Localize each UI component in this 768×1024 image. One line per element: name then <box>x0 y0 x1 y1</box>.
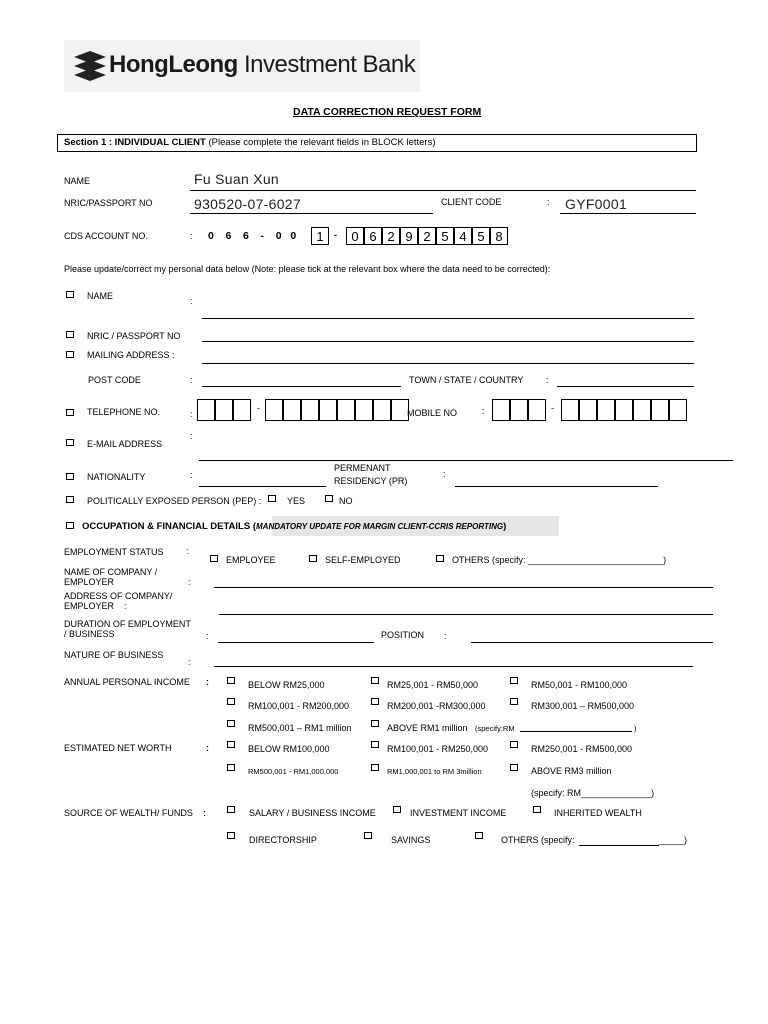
networth-checkbox[interactable] <box>371 741 379 748</box>
pep-yes-checkbox[interactable] <box>268 495 276 502</box>
mobile-number-boxes[interactable] <box>561 399 687 421</box>
town-line[interactable] <box>557 386 694 387</box>
duration-label-2: / BUSINESS <box>64 629 115 639</box>
email-label: E-MAIL ADDRESS <box>87 439 163 449</box>
income-checkbox[interactable] <box>371 720 379 727</box>
wealth-checkbox[interactable] <box>475 832 483 839</box>
income-checkbox[interactable] <box>510 677 518 684</box>
postcode-label: POST CODE <box>88 375 141 385</box>
networth-option: RM250,001 - RM500,000 <box>531 744 633 754</box>
client-code-colon: : <box>547 197 550 207</box>
income-checkbox[interactable] <box>227 698 235 705</box>
company-name-line[interactable] <box>214 587 713 588</box>
income-option: RM100,001 - RM200,000 <box>248 701 350 711</box>
pr-label-1: PERMENANT <box>334 463 391 473</box>
pep-no-label: NO <box>339 496 353 506</box>
duration-line[interactable] <box>218 642 374 643</box>
cds-dash: - <box>334 230 337 240</box>
cds-box-a[interactable] <box>311 227 329 245</box>
pep-checkbox[interactable] <box>66 496 74 503</box>
telephone-area-boxes[interactable] <box>197 399 251 421</box>
client-code-value: GYF0001 <box>565 196 628 212</box>
wealth-option: INHERITED WEALTH <box>554 808 642 818</box>
telephone-checkbox[interactable] <box>66 409 74 416</box>
networth-checkbox[interactable] <box>510 741 518 748</box>
employment-status-label: EMPLOYMENT STATUS <box>64 547 164 557</box>
wealth-colon: : <box>203 808 206 818</box>
mailing-checkbox[interactable] <box>66 351 74 358</box>
wealth-checkbox[interactable] <box>364 832 372 839</box>
income-option: BELOW RM25,000 <box>248 680 325 690</box>
cds-digit: 4 <box>454 227 472 245</box>
name-label: NAME <box>64 176 91 186</box>
others-label: OTHERS (specify: ___________________________) <box>452 555 667 565</box>
cds-digit: 2 <box>418 227 436 245</box>
nric-label: NRIC/PASSPORT NO <box>64 198 153 208</box>
employment-status-colon: : <box>186 546 189 556</box>
cds-digit: 1 <box>311 227 329 245</box>
wealth-checkbox[interactable] <box>227 806 235 813</box>
client-code-label: CLIENT CODE <box>441 197 502 207</box>
name-field-label: NAME <box>87 291 114 301</box>
networth-checkbox[interactable] <box>371 764 379 771</box>
nric-underline <box>190 213 433 214</box>
networth-checkbox[interactable] <box>227 741 235 748</box>
networth-option: RM100,001 - RM250,000 <box>387 744 489 754</box>
cds-digit: 5 <box>472 227 490 245</box>
name-checkbox[interactable] <box>66 291 74 298</box>
income-label: ANNUAL PERSONAL INCOME <box>64 677 190 687</box>
mobile-dash: - <box>551 403 554 413</box>
wealth-option: SALARY / BUSINESS INCOME <box>249 808 376 818</box>
nationality-line[interactable] <box>199 486 326 487</box>
name-value: Fu Suan Xun <box>194 171 280 187</box>
nric-value: 930520-07-6027 <box>194 196 301 212</box>
occupation-heading: OCCUPATION & FINANCIAL DETAILS (MANDATORY UPDATE FOR MARGIN CLIENT-CCRIS REPORTING) <box>82 521 507 532</box>
others-checkbox[interactable] <box>436 555 444 562</box>
employee-checkbox[interactable] <box>210 555 218 562</box>
wealth-checkbox[interactable] <box>393 806 401 813</box>
cds-digit: 0 <box>346 227 364 245</box>
position-line[interactable] <box>471 642 713 643</box>
telephone-number-boxes[interactable] <box>265 399 409 421</box>
pr-label-2: RESIDENCY (PR) <box>334 476 408 486</box>
self-employed-label: SELF-EMPLOYED <box>325 555 401 565</box>
income-checkbox[interactable] <box>227 677 235 684</box>
telephone-label: TELEPHONE NO. <box>87 407 161 417</box>
networth-colon: : <box>206 743 209 753</box>
telephone-colon: : <box>190 409 193 419</box>
email-checkbox[interactable] <box>66 439 74 446</box>
mandatory-note: MANDATORY UPDATE FOR MARGIN CLIENT-CCRIS REPORTING <box>256 522 504 531</box>
bank-logo <box>64 40 420 92</box>
cds-colon: : <box>190 231 193 241</box>
income-option: RM50,001 - RM100,000 <box>531 680 628 690</box>
nric-checkbox[interactable] <box>66 331 74 338</box>
income-colon: : <box>206 677 209 687</box>
duration-label-1: DURATION OF EMPLOYMENT <box>64 619 191 629</box>
company-address-line[interactable] <box>219 614 713 615</box>
networth-option: RM500,001 - RM1,000,000 <box>248 767 339 776</box>
name-field-colon: : <box>190 296 193 306</box>
company-name-label-1: NAME OF COMPANY / <box>64 567 158 577</box>
cds-digit: 5 <box>436 227 454 245</box>
pr-line[interactable] <box>455 486 658 487</box>
postcode-colon: : <box>190 375 193 385</box>
hongleong-logo-icon <box>72 49 108 85</box>
cds-label: CDS ACCOUNT NO. <box>64 231 148 241</box>
cds-box-b[interactable] <box>346 227 508 245</box>
mobile-colon: : <box>482 406 485 416</box>
nature-label: NATURE OF BUSINESS <box>64 650 164 660</box>
income-option: RM25,001 - RM50,000 <box>387 680 479 690</box>
networth-option: ABOVE RM3 million <box>531 766 612 776</box>
pep-yes-label: YES <box>287 496 306 506</box>
nric-field-label: NRIC / PASSPORT NO <box>87 331 181 341</box>
employee-label: EMPLOYEE <box>226 555 276 565</box>
mobile-label: MOBILE NO <box>407 408 458 418</box>
wealth-checkbox[interactable] <box>227 832 235 839</box>
company-address-label-1: ADDRESS OF COMPANY/ <box>64 591 173 601</box>
income-option: RM500,001 – RM1 million <box>248 723 352 733</box>
wealth-checkbox[interactable] <box>533 806 541 813</box>
section-title: Section 1 : INDIVIDUAL CLIENT (Please complete the relevant fields in BLOCK letters) <box>64 137 436 148</box>
company-address-label-2: EMPLOYER : <box>64 601 127 611</box>
income-specify-end: ) <box>634 724 637 733</box>
duration-colon: : <box>206 631 209 641</box>
position-colon: : <box>444 631 447 641</box>
nationality-colon: : <box>190 470 193 480</box>
pep-label: POLITICALLY EXPOSED PERSON (PEP) : <box>87 496 262 506</box>
cds-prefix: 0 6 6 - 0 0 <box>208 230 297 242</box>
cds-digit: 6 <box>364 227 382 245</box>
telephone-dash: - <box>257 403 260 413</box>
wealth-option: SAVINGS <box>391 835 431 845</box>
nationality-label: NATIONALITY <box>87 472 146 482</box>
networth-checkbox[interactable] <box>510 764 518 771</box>
instruction-text: Please update/correct my personal data below (Note: please tick at the relevant box where the data need to be corrected): <box>64 264 551 274</box>
income-option: RM200,001 -RM300,000 <box>387 701 486 711</box>
nric-field-line[interactable] <box>202 341 694 342</box>
company-name-colon: : <box>188 577 191 587</box>
nature-colon: : <box>188 657 191 667</box>
networth-checkbox[interactable] <box>227 764 235 771</box>
networth-label: ESTIMATED NET WORTH <box>64 743 172 753</box>
income-specify-line[interactable] <box>520 731 632 732</box>
networth-option: RM1,000,001 to RM 3million <box>387 767 482 776</box>
wealth-option: INVESTMENT INCOME <box>410 808 507 818</box>
name-field-line[interactable] <box>202 318 694 319</box>
form-title: DATA CORRECTION REQUEST FORM <box>293 106 482 118</box>
town-colon: : <box>546 375 549 385</box>
position-label: POSITION <box>381 630 425 640</box>
wealth-others-label: OTHERS (specify: <box>501 835 575 845</box>
income-checkbox[interactable] <box>371 677 379 684</box>
income-option: RM300,001 – RM500,000 <box>531 701 635 711</box>
wealth-others-end: _____) <box>659 835 688 845</box>
wealth-label: SOURCE OF WEALTH/ FUNDS <box>64 808 193 818</box>
wealth-others-line[interactable] <box>579 845 659 846</box>
mailing-label: MAILING ADDRESS : <box>87 350 175 360</box>
logo-wordmark: HongLeong Investment Bank <box>109 51 416 78</box>
income-specify: (specify:RM <box>475 724 515 733</box>
email-line[interactable] <box>199 460 733 461</box>
pr-colon: : <box>443 469 446 479</box>
town-label: TOWN / STATE / COUNTRY <box>409 375 524 385</box>
name-underline <box>190 190 696 191</box>
nature-line[interactable] <box>214 666 693 667</box>
occupation-checkbox[interactable] <box>66 522 74 529</box>
self-employed-checkbox[interactable] <box>309 555 317 562</box>
networth-specify: (specify: RM______________) <box>531 788 655 798</box>
income-option: ABOVE RM1 million <box>387 723 468 733</box>
postcode-line[interactable] <box>202 386 401 387</box>
cds-digit: 9 <box>400 227 418 245</box>
company-name-label-2: EMPLOYER <box>64 577 115 587</box>
wealth-option: DIRECTORSHIP <box>249 835 317 845</box>
networth-option: BELOW RM100,000 <box>248 744 330 754</box>
income-checkbox[interactable] <box>227 720 235 727</box>
income-checkbox[interactable] <box>371 698 379 705</box>
nationality-checkbox[interactable] <box>66 473 74 480</box>
cds-digit: 2 <box>382 227 400 245</box>
mobile-prefix-boxes[interactable] <box>492 399 546 421</box>
client-code-underline <box>560 213 696 214</box>
pep-no-checkbox[interactable] <box>325 495 333 502</box>
email-colon: : <box>190 431 193 441</box>
income-checkbox[interactable] <box>510 698 518 705</box>
cds-digit: 8 <box>490 227 508 245</box>
mailing-line[interactable] <box>202 363 694 364</box>
